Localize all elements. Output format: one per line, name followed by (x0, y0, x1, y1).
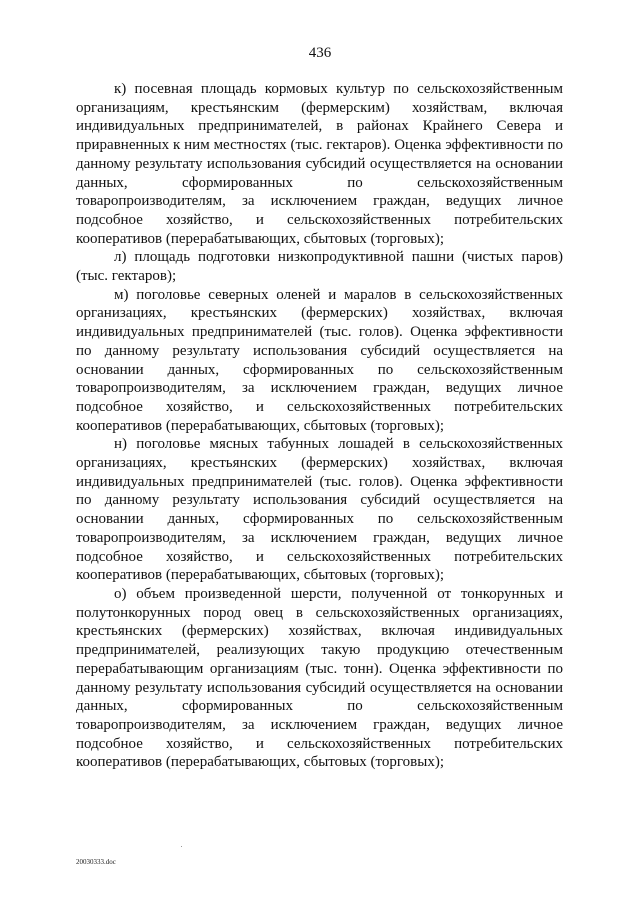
document-body (76, 80, 563, 772)
paragraph-k: к) посевная площадь кормовых культур по сельскохозяйственным организациям, крестьянским (фермерским) хозяйствам, включая индивидуальных предпринимателей, в районах Крайнего Севера и приравненных к ним местностях (тыс. гектаров). Оценка эффективности по данному результату использования субсидий осуществляется на основании данных, сформированных по сельскохозяйственным товаропроизводителям, за исключением граждан, ведущих личное подсобное хозяйство, и сельскохозяйственных потребительских кооперативов (перерабатывающих, сбытовых (торговых); (76, 81, 563, 247)
paragraph-o: о) объем произведенной шерсти, полученной от тонкорунных и полутонкорунных пород овец в сельскохозяйственных организациях, крестьянских (фермерских) хозяйствах, включая индивидуальных предпринимателей, реализующих такую продукцию отечественным перерабатывающим организациям (тыс. тонн). Оценка эффективности по данному результату использования субсидий осуществляется на основании данных, сформированных по сельскохозяйственным товаропроизводителям, за исключением граждан, ведущих личное подсобное хозяйство, и сельскохозяйственных потребительских кооперативов (перерабатывающих, сбытовых (торговых); (76, 585, 563, 771)
paragraph-l: л) площадь подготовки низкопродуктивной пашни (чистых паров) (тыс. гектаров); (76, 249, 563, 285)
paragraph-n: н) поголовье мясных табунных лошадей в сельскохозяйственных организациях, крестьянских (фермерских) хозяйствах, включая индивидуальных предпринимателей (тыс. голов). Оценка эффективности по данному результату использования субсидий осуществляется на основании данных, сформированных по сельскохозяйственным товаропроизводителям, за исключением граждан, ведущих личное подсобное хозяйство, и сельскохозяйственных потребительских кооперативов (перерабатывающих, сбытовых (торговых); (76, 436, 563, 584)
file-name-footer: 20030333.doc (76, 858, 116, 866)
paragraph-m: м) поголовье северных оленей и маралов в сельскохозяйственных организациях, крестьянских (фермерских) хозяйствах, включая индивидуальных предпринимателей (тыс. голов). Оценка эффективности по данному результату использования субсидий осуществляется на основании данных, сформированных по сельскохозяйственным товаропроизводителям, за исключением граждан, ведущих личное подсобное хозяйство, и сельскохозяйственных потребительских кооперативов (перерабатывающих, сбытовых (торговых); (76, 286, 563, 434)
scan-mark (181, 846, 182, 847)
page-number: 436 (308, 45, 332, 61)
